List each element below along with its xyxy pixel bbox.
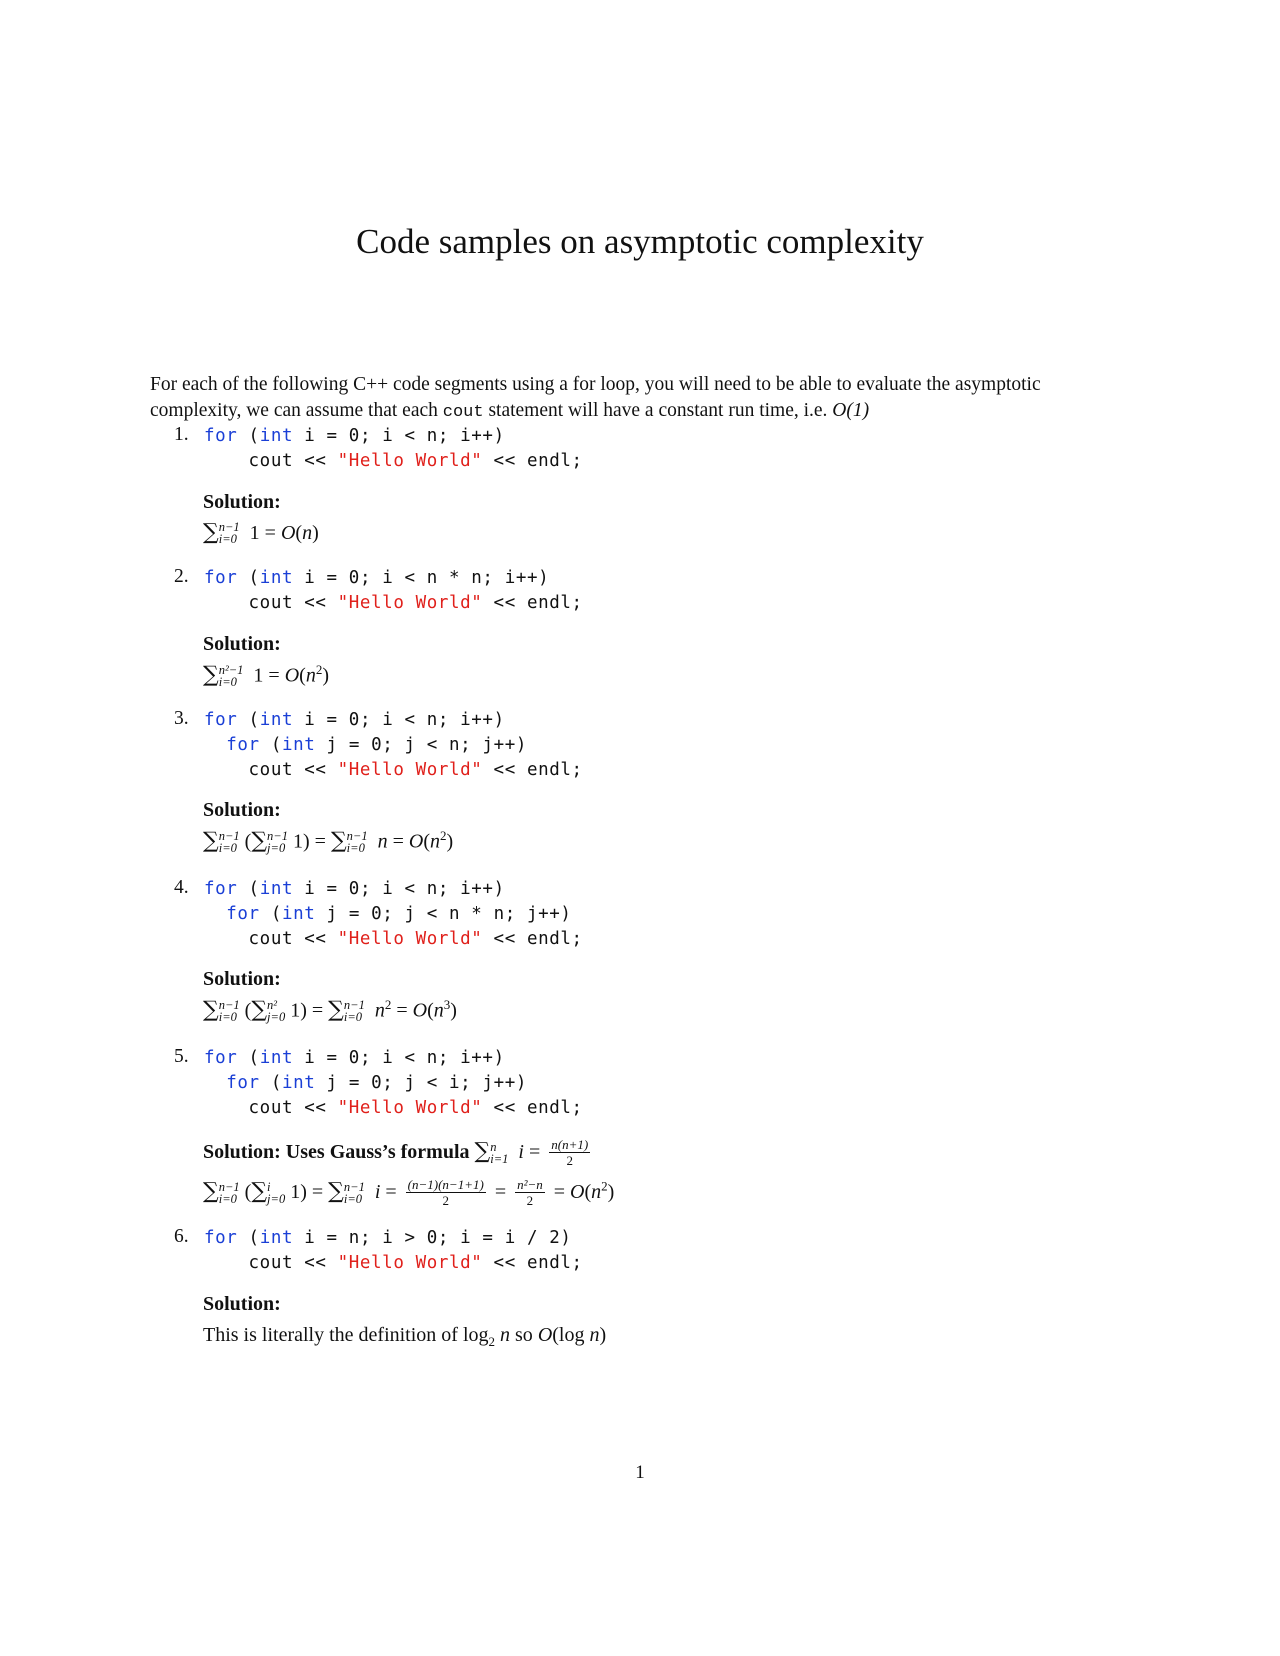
solution-heading-gauss: Solution: Uses Gauss’s formula ∑ n i=1 i = $\frac{n(n+1)}{2}$ <box>203 1137 589 1168</box>
code-block-4: for (int i = 0; i < n; i++) for (int j = 0; j < n * n; j++) cout << "Hello World" << endl; <box>204 879 583 949</box>
intro-text-1: For each of the following C++ code segments using a for loop, you will need to be able to evaluate the asymptotic complexity, we can assume that each <box>150 374 1041 421</box>
code-block-3: for (int i = 0; i < n; i++) for (int j = 0; j < n; j++) cout << "Hello World" << endl; <box>204 710 583 780</box>
intro-text-2: statement will have a constant run time, i.e. <box>483 400 833 421</box>
page-number: 1 <box>635 1462 645 1483</box>
solution-heading: Solution: <box>203 968 281 990</box>
code-block-1: for (int i = 0; i < n; i++) cout << "Hello World" << endl; <box>204 426 583 471</box>
code-block-6: for (int i = n; i > 0; i = i / 2) cout << "Hello World" << endl; <box>204 1228 583 1273</box>
page-title: Code samples on asymptotic complexity <box>356 222 924 261</box>
solution-heading: Solution: <box>203 491 281 513</box>
intro-code-cout: cout <box>442 403 484 422</box>
item-number: 6. <box>174 1226 189 1247</box>
code-block-5: for (int i = 0; i < n; i++) for (int j = 0; j < i; j++) cout << "Hello World" << endl; <box>204 1048 583 1118</box>
intro-math: O(1) <box>832 400 870 421</box>
solution-formula-4: ∑ n−1 i=0 (∑ n² j=0 1) = ∑ n−1 i=0 $n^2 = O(n^3)$ <box>203 997 457 1025</box>
solution-heading: Solution: <box>203 633 281 655</box>
code-block-2: for (int i = 0; i < n * n; i++) cout << "Hello World" << endl; <box>204 568 583 613</box>
solution-text-6: This is literally the definition of $\log_2 n$ so O(log n) <box>203 1324 607 1349</box>
solution-heading: Solution: <box>203 1293 281 1315</box>
item-number: 2. <box>174 566 189 587</box>
solution-heading: Solution: Uses Gauss’s formula <box>203 1141 470 1164</box>
item-number: 3. <box>174 708 189 729</box>
item-number: 4. <box>174 877 189 898</box>
item-number: 5. <box>174 1046 189 1067</box>
item-number: 1. <box>174 424 189 445</box>
solution-heading: Solution: <box>203 799 281 821</box>
solution-formula-3: ∑ n−1 i=0 (∑ n−1 j=0 1) = ∑ n−1 i=0 $n = O(n^2)$ <box>203 828 454 856</box>
solution-formula-5: ∑ n−1 i=0 (∑ i j=0 1) = ∑ n−1 i=0 i = $\frac{(n-1)(n-1+1)}{2}$ = $\frac{\text{n²−n}}{2}$ = $O(n^2)$ <box>203 1177 615 1208</box>
solution-formula-2: ∑ n²−1 i=0 $1 = O(n^2)$ <box>203 662 329 690</box>
solution-formula-1: ∑ n−1 i=0 1 = O(n) <box>203 520 319 547</box>
intro-paragraph <box>150 372 1130 426</box>
